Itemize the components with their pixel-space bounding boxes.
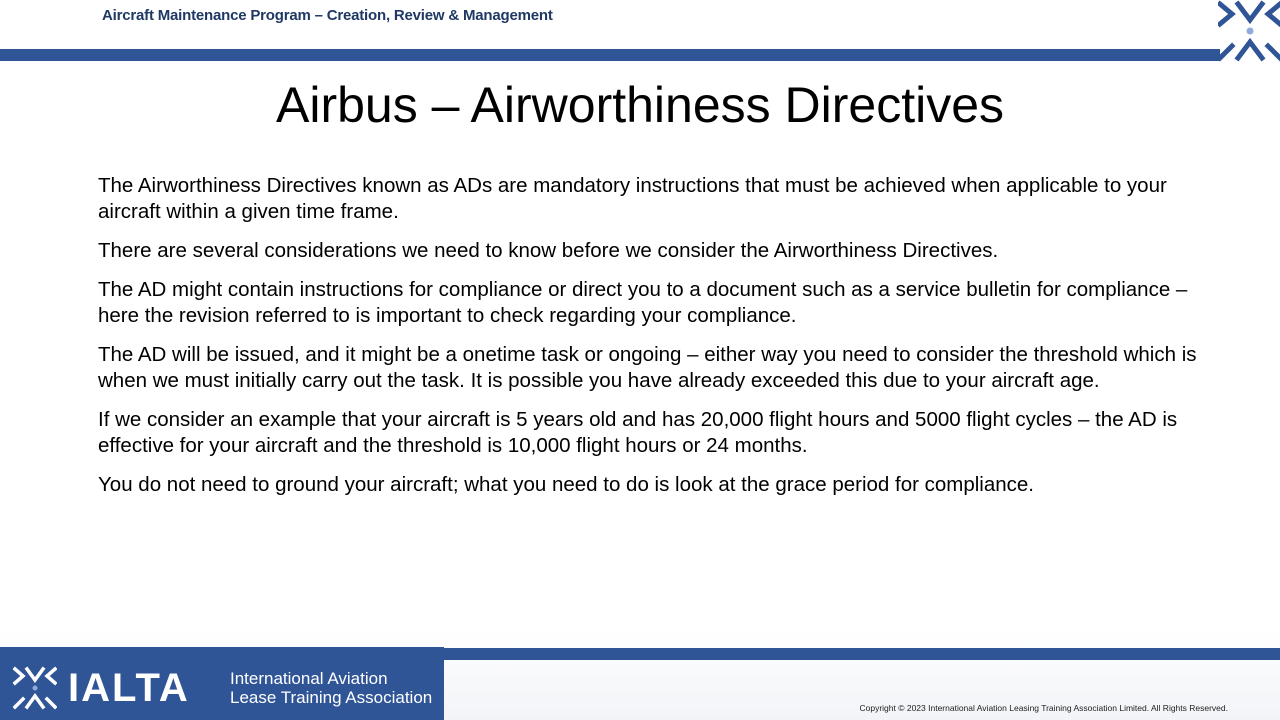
- paragraph-5: If we consider an example that your aircraft is 5 years old and has 20,000 flight hours and 5000 flight cycles – the AD is effective for your aircraft and the threshold is 10,000 flight hours or 24 months.: [98, 408, 1178, 457]
- footer-org-line2: Lease Training Association: [230, 688, 433, 707]
- paragraph-4: The AD will be issued, and it might be a onetime task or ongoing – either way you need to consider the threshold which is when we must initially carry out the task. It is possible you have already exceeded this due to your aircraft age.: [98, 343, 1197, 392]
- paragraph-2: There are several considerations we need to know before we consider the Airworthiness Directives.: [98, 239, 999, 262]
- paragraph-3: The AD might contain instructions for compliance or direct you to a document such as a service bulletin for compliance – here the revision referred to is important to check regarding your compliance.: [98, 278, 1188, 327]
- header-title: Aircraft Maintenance Program – Creation, Review & Management: [102, 7, 553, 24]
- slide-title: Airbus – Airworthiness Directives: [275, 77, 1005, 133]
- footer-org-name: [230, 669, 432, 707]
- copyright-notice: Copyright © 2023 International Aviation Leasing Training Association Limited. All Rights Reserved.: [859, 703, 1228, 713]
- header-bar: [0, 49, 1220, 61]
- footer-org-line1: International Aviation: [230, 669, 388, 688]
- footer-brand-name: IALTA: [68, 666, 190, 710]
- paragraph-6: You do not need to ground your aircraft; what you need to do is look at the grace period for compliance.: [98, 473, 1035, 496]
- slide-body: [98, 173, 1223, 511]
- footer-bar: [440, 648, 1280, 660]
- ialta-mark-icon: [1218, 0, 1280, 62]
- paragraph-1: The Airworthiness Directives known as ADs are mandatory instructions that must be achieved when applicable to your aircraft within a given time frame.: [98, 174, 1167, 223]
- ialta-logo-icon: [13, 666, 57, 710]
